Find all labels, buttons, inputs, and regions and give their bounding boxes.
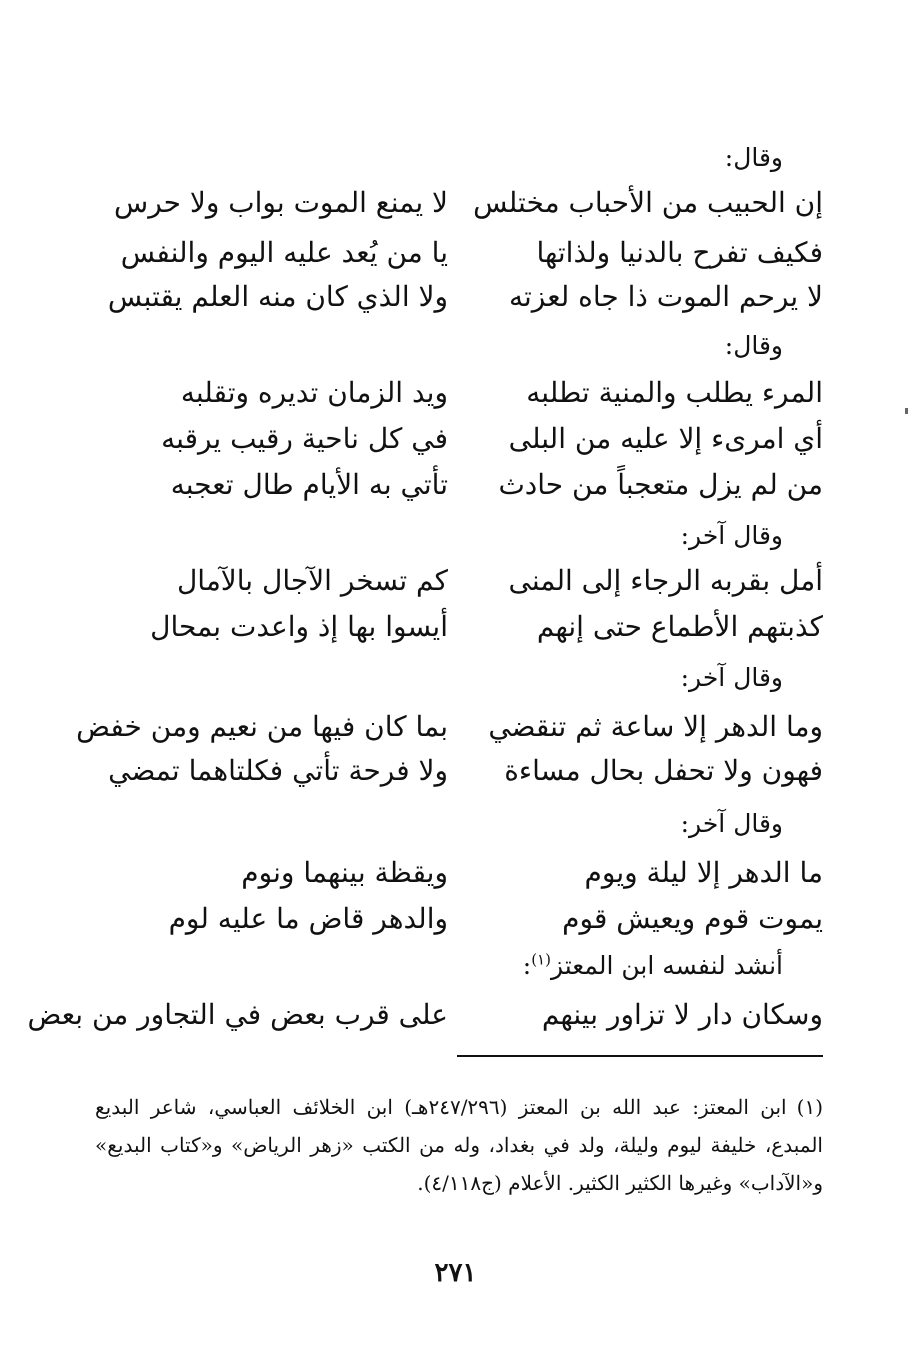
- page-number: ٢٧١: [434, 1258, 477, 1288]
- second-hemistich: ولا الذي كان منه العلم يقتبس: [107, 280, 448, 313]
- first-hemistich: وما الدهر إلا ساعة ثم تنقضي: [488, 710, 823, 743]
- first-hemistich: إن الحبيب من الأحباب مختلس: [473, 186, 823, 219]
- section-intro: وقال:: [724, 143, 783, 172]
- first-hemistich: وسكان دار لا تزاور بينهم: [541, 998, 823, 1031]
- first-hemistich: المرء يطلب والمنية تطلبه: [526, 376, 823, 409]
- second-hemistich: ويقظة بينهما ونوم: [241, 856, 448, 889]
- verse-line: [123, 460, 823, 510]
- section-intro: وقال آخر:: [680, 521, 783, 550]
- verse-line: [123, 368, 823, 418]
- first-hemistich: كذبتهم الأطماع حتى إنهم: [536, 610, 823, 643]
- footnote-reference[interactable]: (١): [531, 950, 551, 969]
- second-hemistich: على قرب بعض في التجاور من بعض: [27, 998, 448, 1031]
- intro-colon: :: [522, 951, 532, 980]
- first-hemistich: لا يرحم الموت ذا جاه لعزته: [508, 280, 823, 313]
- second-hemistich: بما كان فيها من نعيم ومن خفض: [76, 710, 448, 743]
- verse-line: [114, 178, 823, 228]
- second-hemistich: كم تسخر الآجال بالآمال: [176, 564, 448, 597]
- footnote-text: ابن المعتز: عبد الله بن المعتز (٢٤٧/٢٩٦هـ) ابن الخلائف العباسي، شاعر البديع المبدع، خليفة ليوم وليلة، ولد في بغداد، وله من الكتب «زهر الرياض» و«كتاب البديع» و«الآداب» وغيرها الكثير الكثير. الأعلام (ج٤/١١٨).: [95, 1095, 823, 1195]
- intro-text: أنشد لنفسه ابن المعتز: [550, 951, 783, 980]
- first-hemistich: من لم يزل متعجباً من حادث: [498, 468, 823, 501]
- first-hemistich: يموت قوم ويعيش قوم: [562, 902, 823, 935]
- verse-line: [108, 746, 823, 796]
- footnote: [95, 1088, 823, 1202]
- second-hemistich: تأتي به الأيام طال تعجبه: [170, 468, 448, 501]
- verse-line: [123, 602, 823, 652]
- section-intro: وقال آخر:: [680, 809, 783, 838]
- section-intro: وقال آخر:: [680, 663, 783, 692]
- verse-line: [76, 702, 823, 752]
- verse-line: [107, 272, 823, 322]
- verse-line: [123, 894, 823, 944]
- first-hemistich: أي امرىء إلا عليه من البلى: [508, 422, 823, 455]
- scan-speck: [905, 408, 908, 414]
- verse-line: [123, 414, 823, 464]
- verse-line: [27, 990, 823, 1040]
- second-hemistich: والدهر قاض ما عليه لوم: [168, 902, 448, 935]
- verse-line: [123, 848, 823, 898]
- verse-line: [120, 228, 823, 278]
- second-hemistich: ويد الزمان تديره وتقلبه: [180, 376, 448, 409]
- verse-line: [123, 556, 823, 606]
- first-hemistich: ما الدهر إلا ليلة ويوم: [584, 856, 823, 889]
- second-hemistich: ولا فرحة تأتي فكلتاهما تمضي: [108, 754, 448, 787]
- second-hemistich: لا يمنع الموت بواب ولا حرس: [114, 186, 448, 219]
- section-intro: وقال:: [724, 331, 783, 360]
- second-hemistich: في كل ناحية رقيب يرقبه: [161, 422, 448, 455]
- first-hemistich: فكيف تفرح بالدنيا ولذاتها: [536, 236, 823, 269]
- footnote-marker: (١): [796, 1095, 823, 1119]
- second-hemistich: أيسوا بها إذ واعدت بمحال: [150, 610, 448, 643]
- first-hemistich: فهون ولا تحفل بحال مساءة: [504, 754, 823, 787]
- second-hemistich: يا من يُعد عليه اليوم والنفس: [120, 236, 448, 269]
- section-intro: [143, 948, 783, 984]
- footnote-divider: [457, 1055, 823, 1057]
- first-hemistich: أمل بقربه الرجاء إلى المنى: [508, 564, 823, 597]
